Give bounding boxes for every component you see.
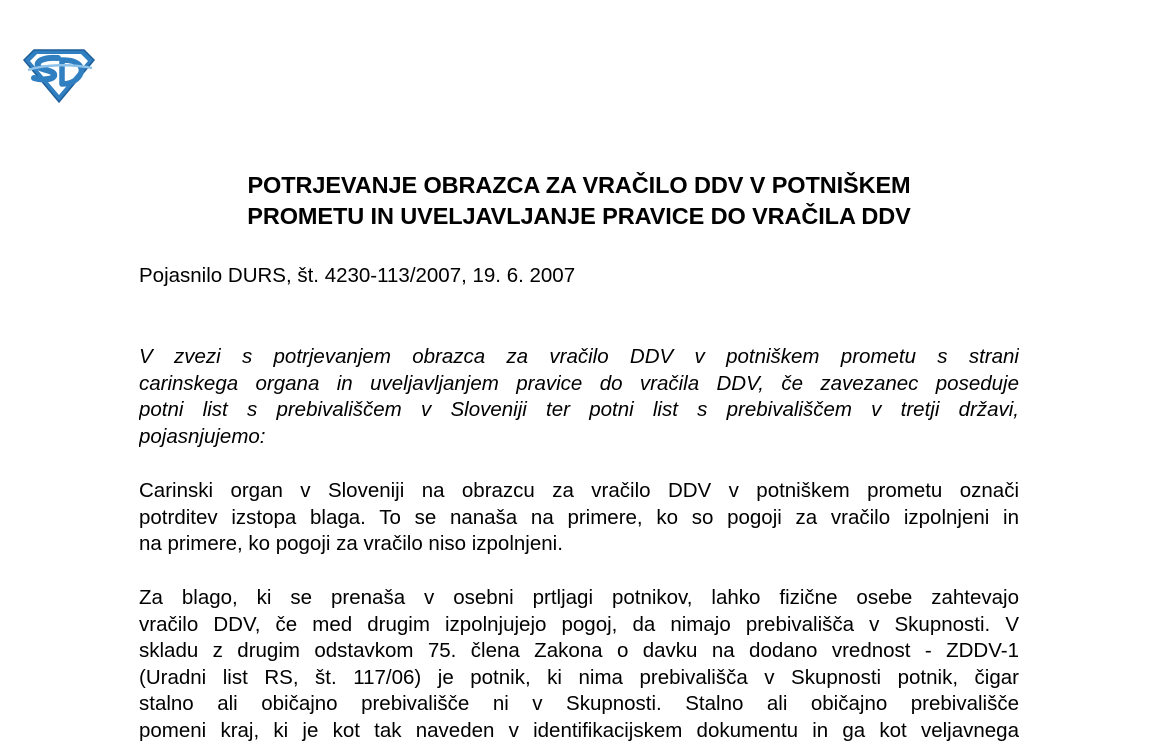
text-line: pomeni kraj, ki je kot tak naveden v identifikacijskem dokumentu in ga kot veljavnega	[139, 718, 1019, 742]
text-line: Carinski organ v Sloveniji na obrazcu za vračilo DDV v potniškem prometu označi	[139, 479, 1019, 502]
text-line: skladu z drugim odstavkom 75. člena Zakona o davku na dodano vrednost - ZDDV-1	[139, 639, 1019, 662]
text-line: carinskega organa in uveljavljanjem pravice do vračila DDV, če zavezanec poseduje	[139, 371, 1019, 395]
body-paragraph-1	[139, 478, 1019, 558]
text-line: potrditev izstopa blaga. To se nanaša na primere, ko so pogoji za vračilo izpolnjeni in	[139, 505, 1019, 529]
text-line: stalno ali običajno prebivališče ni v Skupnosti. Stalno ali običajno prebivališče	[139, 692, 1019, 715]
title-line: PROMETU IN UVELJAVLJANJE PRAVICE DO VRAČILA DDV	[247, 203, 911, 229]
text-line: V zvezi s potrjevanjem obrazca za vračilo DDV v potniškem prometu s strani	[139, 345, 1019, 368]
text-line: Za blago, ki se prenaša v osebni prtljagi potnikov, lahko fizične osebe zahtevajo	[139, 586, 1019, 609]
document-title	[130, 170, 1028, 232]
title-line: POTRJEVANJE OBRAZCA ZA VRAČILO DDV V POTNIŠKEM	[247, 172, 911, 198]
text-line: vračilo DDV, če med drugim izpolnjujejo pogoj, da nimajo prebivališča v Skupnosti. V	[139, 612, 1019, 636]
body-paragraph-2	[139, 585, 1019, 743]
document-reference: Pojasnilo DURS, št. 4230-113/2007, 19. 6. 2007	[139, 264, 576, 287]
text-line: pojasnjujemo:	[139, 424, 266, 448]
text-line: (Uradni list RS, št. 117/06) je potnik, ki nima prebivališča v Skupnosti potnik, čigar	[139, 665, 1019, 689]
company-logo-icon	[22, 48, 96, 104]
text-line: na primere, ko pogoji za vračilo niso izpolnjeni.	[139, 532, 563, 555]
text-line: potni list s prebivališčem v Sloveniji ter potni list s prebivališčem v tretji državi,	[139, 398, 1019, 421]
intro-paragraph	[139, 344, 1019, 450]
